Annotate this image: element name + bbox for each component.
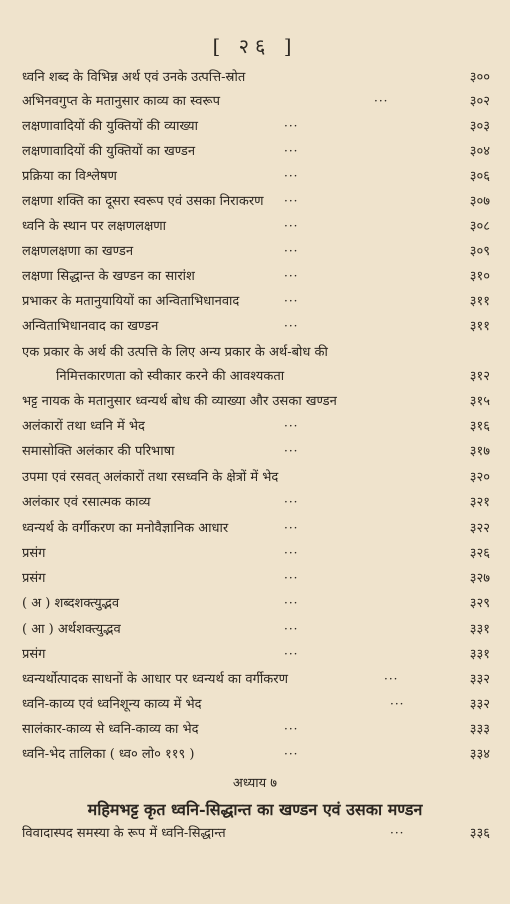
toc-entry-title: लक्षणा शक्ति का दूसरा स्वरूप एवं उसका निराकरण	[22, 194, 264, 209]
toc-entry-page: ३३२	[469, 672, 490, 687]
toc-entry-page: ३०६	[469, 169, 490, 184]
toc-entry	[22, 119, 490, 137]
toc-entry	[22, 672, 490, 690]
toc-entry-title: सालंकार-काव्य से ध्वनि-काव्य का भेद	[22, 722, 199, 737]
toc-entry-title: प्रसंग	[22, 647, 46, 662]
toc-entry-dots: ···	[284, 119, 299, 133]
toc-entry-page: ३११	[469, 294, 490, 309]
toc-entry-dots: ···	[284, 647, 299, 661]
toc-entry-page: ३३१	[469, 622, 490, 637]
toc-entry-dots: ···	[284, 169, 299, 183]
toc-entry-title: ध्वनि-भेद तालिका ( ध्व० लो० ११९ )	[22, 747, 195, 762]
toc-entry-title: ध्वन्यर्थ के वर्गीकरण का मनोवैज्ञानिक आधार	[22, 521, 229, 536]
toc-entry	[22, 144, 490, 162]
toc-entry-title: ( अ ) शब्दशक्त्युद्भव	[22, 596, 120, 611]
toc-entry	[22, 521, 490, 539]
toc-entry-dots: ···	[284, 419, 299, 433]
toc-entry-title: प्रसंग	[22, 546, 46, 561]
toc-entry-dots: ···	[284, 294, 299, 308]
toc-entry-dots: ···	[284, 546, 299, 560]
toc-entry	[22, 70, 490, 88]
toc-entry-title: अलंकार एवं रसात्मक काव्य	[22, 495, 151, 510]
toc-entry-title: एक प्रकार के अर्थ की उत्पत्ति के लिए अन्य प्रकार के अर्थ-बोध की	[22, 345, 328, 360]
toc-entry-dots: ···	[284, 219, 299, 233]
toc-entry-last	[22, 826, 490, 844]
toc-entry-dots: ···	[390, 697, 405, 711]
toc-entry	[22, 294, 490, 312]
toc-entry	[22, 244, 490, 262]
toc-entry-title: लक्षणा सिद्धान्त के खण्डन का सारांश	[22, 269, 195, 284]
toc-entry-page: ३१२	[469, 369, 490, 384]
toc-entry-title: प्रभाकर के मतानुयायियों का अन्विताभिधानवाद	[22, 294, 240, 309]
toc-entry-dots: ···	[284, 596, 299, 610]
toc-entry-page: ३२९	[469, 596, 490, 611]
toc-entry-dots: ···	[284, 144, 299, 158]
toc-entry-title: ध्वनि शब्द के विभिन्न अर्थ एवं उनके उत्पत्ति-स्रोत	[22, 70, 246, 85]
toc-entry	[22, 194, 490, 212]
toc-entry-dots: ···	[284, 269, 299, 283]
toc-entry-page: ३१६	[469, 419, 490, 434]
toc-entry-page: ३२७	[469, 571, 490, 586]
toc-entry-dots: ···	[284, 521, 299, 535]
toc-entry-page: ३०८	[469, 219, 490, 234]
toc-entry	[22, 747, 490, 765]
toc-entry-page: ३१५	[469, 394, 490, 409]
toc-entry	[22, 647, 490, 665]
toc-entry-dots: ···	[284, 722, 299, 736]
toc-entry-title: लक्षणलक्षणा का खण्डन	[22, 244, 134, 259]
toc-entry-page: ३०२	[469, 94, 490, 109]
toc-entry-title: प्रसंग	[22, 571, 46, 586]
toc-entry-title: विवादास्पद समस्या के रूप में ध्वनि-सिद्धान्त	[22, 826, 226, 841]
toc-entry-title: अन्विताभिधानवाद का खण्डन	[22, 319, 159, 334]
toc-entry-dots: ···	[284, 747, 299, 761]
toc-entry	[22, 444, 490, 462]
page-number: [ २६ ]	[212, 34, 298, 58]
toc-entry-title: समासोक्ति अलंकार की परिभाषा	[22, 444, 175, 459]
toc-entry-page: ३२६	[469, 546, 490, 561]
toc-entry	[22, 470, 490, 488]
toc-entry-page: ३२२	[469, 521, 490, 536]
toc-entry-page: ३००	[469, 70, 490, 85]
toc-entry	[22, 319, 490, 337]
toc-entry-page: ३३१	[469, 647, 490, 662]
toc-entry-page: ३१०	[469, 269, 490, 284]
toc-entry-title: लक्षणावादियों की युक्तियों का खण्डन	[22, 144, 196, 159]
toc-entry-title: ध्वन्यर्थोत्पादक साधनों के आधार पर ध्वन्यर्थ का वर्गीकरण	[22, 672, 288, 687]
toc-entry	[22, 596, 490, 614]
toc-entry-title: ध्वनि-काव्य एवं ध्वनिशून्य काव्य में भेद	[22, 697, 202, 712]
toc-entry-page: ३२१	[469, 495, 490, 510]
toc-entry	[22, 571, 490, 589]
toc-entry-dots: ···	[284, 319, 299, 333]
toc-entry-title: लक्षणावादियों की युक्तियों की व्याख्या	[22, 119, 198, 134]
toc-entry-title: निमित्तकारणता को स्वीकार करने की आवश्यकता	[56, 369, 285, 384]
toc-entry-page: ३१७	[469, 444, 490, 459]
chapter-title: महिमभट्ट कृत ध्वनि-सिद्धान्त का खण्डन एवं उसका मण्डन	[87, 800, 423, 819]
toc-entry-page: ३२०	[469, 470, 490, 485]
toc-entry-page: ३०३	[469, 119, 490, 134]
toc-entry-dots: ···	[374, 94, 389, 108]
toc-entry	[22, 219, 490, 237]
toc-entry	[22, 269, 490, 287]
toc-entry-page: ३०४	[469, 144, 490, 159]
toc-entry	[22, 722, 490, 740]
toc-entry-title: उपमा एवं रसवत् अलंकारों तथा रसध्वनि के क्षेत्रों में भेद	[22, 470, 279, 485]
toc-entry-page: ३३६	[469, 826, 490, 841]
toc-entry	[22, 345, 490, 363]
toc-entry-dots: ···	[284, 571, 299, 585]
toc-entry-page: ३३४	[469, 747, 490, 762]
toc-entry-dots: ···	[284, 244, 299, 258]
toc-entry-title: अभिनवगुप्त के मतानुसार काव्य का स्वरूप	[22, 94, 220, 109]
toc-entry-title: भट्ट नायक के मतानुसार ध्वन्यर्थ बोध की व्याख्या और उसका खण्डन	[22, 394, 337, 409]
toc-entry-dots: ···	[284, 495, 299, 509]
toc-entry-page: ३३२	[469, 697, 490, 712]
toc-entry-page: ३०९	[469, 244, 490, 259]
toc-entry-title: प्रक्रिया का विश्लेषण	[22, 169, 117, 184]
toc-entry-dots: ···	[390, 826, 405, 840]
toc-entry	[22, 419, 490, 437]
toc-entry	[22, 495, 490, 513]
toc-entry-title: ( आ ) अर्थशक्त्युद्भव	[22, 622, 121, 637]
toc-entry	[22, 622, 490, 640]
toc-entry	[22, 94, 490, 112]
toc-entry-page: ३३३	[469, 722, 490, 737]
toc-entry-page: ३०७	[469, 194, 490, 209]
toc-entry-dots: ···	[284, 194, 299, 208]
toc-entry	[22, 169, 490, 187]
toc-entry	[22, 546, 490, 564]
toc-entry-dots: ···	[384, 672, 399, 686]
chapter-label: अध्याय ७	[232, 776, 278, 791]
toc-entry	[22, 394, 490, 412]
toc-entry-title: अलंकारों तथा ध्वनि में भेद	[22, 419, 145, 434]
toc-entry	[22, 697, 490, 715]
toc-entry-page: ३११	[469, 319, 490, 334]
toc-entry-dots: ···	[284, 444, 299, 458]
toc-entry-title: ध्वनि के स्थान पर लक्षणलक्षणा	[22, 219, 167, 234]
toc-entry	[22, 369, 490, 387]
toc-entry-dots: ···	[284, 622, 299, 636]
